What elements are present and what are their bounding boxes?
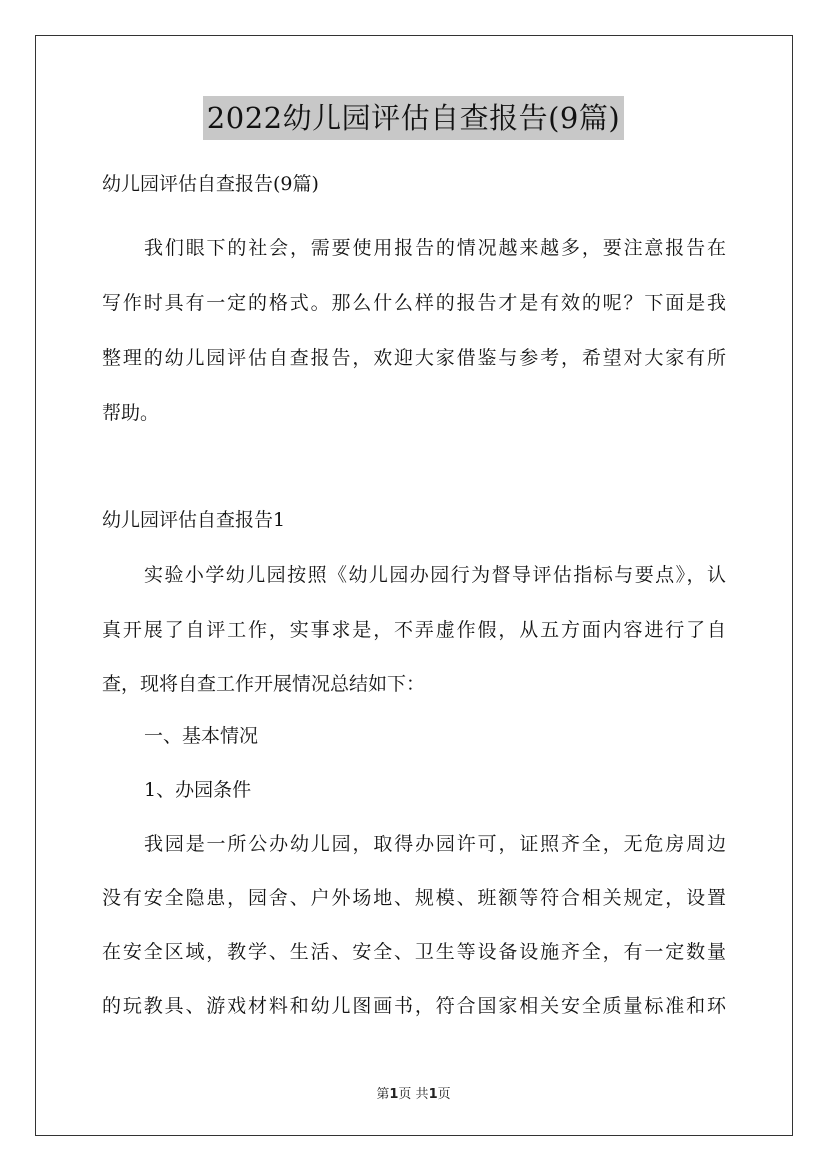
section1-line: 查，现将自查工作开展情况总结如下： xyxy=(102,673,426,695)
subheading-conditions: 1、办园条件 xyxy=(144,779,252,801)
conditions-line: 的玩教具、游戏材料和幼儿图画书，符合国家相关安全质量标准和环 xyxy=(102,995,726,1017)
conditions-line: 在安全区域，教学、生活、安全、卫生等设备设施齐全，有一定数量 xyxy=(102,941,726,963)
page-prefix: 第 xyxy=(376,1087,390,1102)
section1-line: 真开展了自评工作，实事求是，不弄虚作假，从五方面内容进行了自 xyxy=(102,619,726,641)
intro-line: 整理的幼儿园评估自查报告，欢迎大家借鉴与参考，希望对大家有所 xyxy=(102,347,726,369)
title-container xyxy=(0,96,827,140)
page-current: 1 xyxy=(389,1087,399,1102)
page-mid: 页 共 xyxy=(398,1087,429,1102)
intro-line: 写作时具有一定的格式。那么什么样的报告才是有效的呢？下面是我 xyxy=(102,292,726,314)
intro-line: 我们眼下的社会，需要使用报告的情况越来越多，要注意报告在 xyxy=(144,237,726,259)
page-suffix: 页 xyxy=(437,1087,451,1102)
intro-line: 帮助。 xyxy=(102,402,160,424)
section1-line: 实验小学幼儿园按照《幼儿园办园行为督导评估指标与要点》，认 xyxy=(144,564,726,586)
page-total: 1 xyxy=(428,1087,438,1102)
page-footer xyxy=(0,1083,827,1102)
section-heading: 幼儿园评估自查报告1 xyxy=(102,509,286,531)
subheading-basic: 一、基本情况 xyxy=(144,725,259,747)
conditions-line: 没有安全隐患，园舍、户外场地、规模、班额等符合相关规定，设置 xyxy=(102,887,726,909)
conditions-line: 我园是一所公办幼儿园，取得办园许可，证照齐全，无危房周边 xyxy=(144,833,726,855)
document-subtitle: 幼儿园评估自查报告(9篇) xyxy=(102,173,319,195)
document-title: 2022幼儿园评估自查报告(9篇) xyxy=(203,96,624,140)
